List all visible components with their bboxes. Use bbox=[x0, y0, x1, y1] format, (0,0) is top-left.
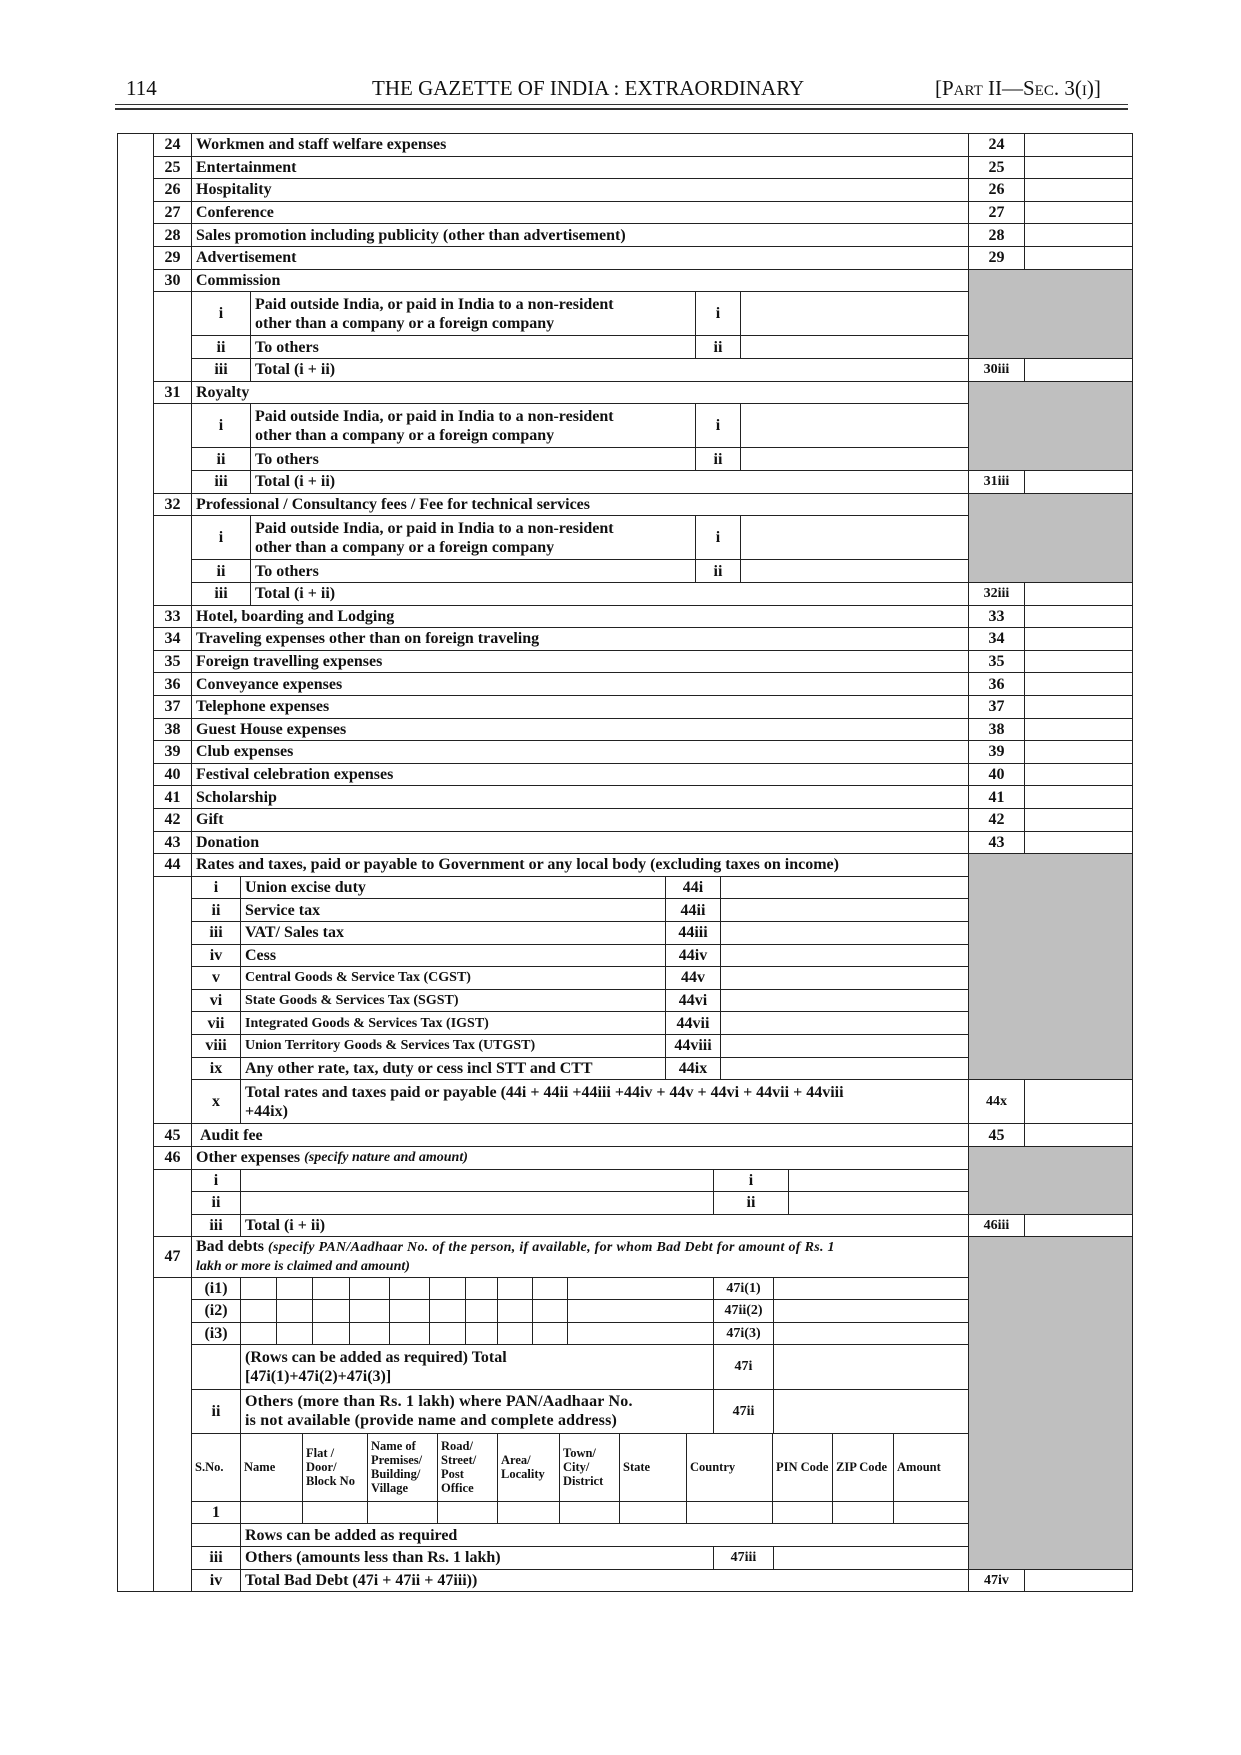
pan-char-input[interactable] bbox=[567, 1322, 714, 1346]
sub-item-number: i bbox=[191, 876, 241, 900]
amount-input[interactable] bbox=[1024, 133, 1133, 157]
address-row-number: 1 bbox=[191, 1501, 241, 1525]
pan-char-input[interactable] bbox=[532, 1322, 568, 1346]
item-code: 38 bbox=[968, 718, 1025, 742]
sub-item-number: ii bbox=[191, 1389, 241, 1434]
item-code: 33 bbox=[968, 605, 1025, 629]
blank-cell bbox=[153, 876, 192, 1125]
sub-item-label: Central Goods & Service Tax (CGST) bbox=[240, 966, 666, 990]
sub-item-number: ii bbox=[191, 335, 251, 359]
amount-input[interactable] bbox=[720, 1034, 969, 1058]
sub-item-number: viii bbox=[191, 1034, 241, 1058]
amount-input[interactable] bbox=[1024, 740, 1133, 764]
sub-item-number: iii bbox=[191, 1214, 241, 1238]
amount-input[interactable] bbox=[1024, 1079, 1133, 1124]
item-code: 42 bbox=[968, 808, 1025, 832]
sub-item-number: v bbox=[191, 966, 241, 990]
sub-item-number: (i2) bbox=[191, 1299, 241, 1323]
item-code: 45 bbox=[968, 1123, 1025, 1147]
item-code: 26 bbox=[968, 178, 1025, 202]
item-number: 41 bbox=[153, 785, 192, 809]
pan-char-input[interactable] bbox=[389, 1299, 430, 1323]
pan-char-input[interactable] bbox=[532, 1277, 568, 1301]
pan-char-input[interactable] bbox=[465, 1322, 498, 1346]
item-number: 44 bbox=[153, 853, 192, 877]
shaded-cell bbox=[968, 1146, 1133, 1215]
sub-item-number: iii bbox=[191, 1546, 241, 1570]
amount-input[interactable] bbox=[773, 1389, 969, 1434]
address-input[interactable] bbox=[497, 1501, 560, 1525]
item-number: 35 bbox=[153, 650, 192, 674]
amount-input[interactable] bbox=[1024, 808, 1133, 832]
amount-input[interactable] bbox=[1024, 831, 1133, 855]
sub-item-code: ii bbox=[695, 335, 741, 359]
item-code: 25 bbox=[968, 156, 1025, 180]
item-label: Traveling expenses other than on foreign traveling bbox=[191, 627, 969, 651]
sub-item-label: Total (i + ii) bbox=[250, 470, 969, 494]
amount-input[interactable] bbox=[720, 921, 969, 945]
pan-char-input[interactable] bbox=[497, 1299, 533, 1323]
label-line: [47i(1)+47i(2)+47i(3)] bbox=[245, 1367, 392, 1385]
amount-input[interactable] bbox=[773, 1277, 969, 1301]
blank-cell bbox=[153, 1277, 192, 1593]
item-label: Club expenses bbox=[191, 740, 969, 764]
item-label: Hospitality bbox=[191, 178, 969, 202]
sub-item-label: Cess bbox=[240, 944, 666, 968]
amount-input[interactable] bbox=[1024, 201, 1133, 225]
header-rule bbox=[115, 104, 1128, 105]
item-code: 37 bbox=[968, 695, 1025, 719]
nature-input[interactable] bbox=[240, 1191, 714, 1215]
amount-input[interactable] bbox=[1024, 1214, 1133, 1238]
item-number: 39 bbox=[153, 740, 192, 764]
shaded-cell bbox=[968, 853, 1133, 1080]
page-number: 114 bbox=[126, 76, 157, 100]
sub-item-label: Service tax bbox=[240, 898, 666, 922]
sub-item-code: 44v bbox=[665, 966, 721, 990]
amount-input[interactable] bbox=[1024, 178, 1133, 202]
sub-item-label: To others bbox=[250, 559, 696, 583]
item-label-cell bbox=[191, 1236, 969, 1277]
address-input[interactable] bbox=[240, 1501, 303, 1525]
sub-item-code: 44i bbox=[665, 876, 721, 900]
amount-input[interactable] bbox=[1024, 650, 1133, 674]
pan-char-input[interactable] bbox=[312, 1299, 350, 1323]
sub-item-code: 47iii bbox=[713, 1546, 774, 1570]
item-label: Guest House expenses bbox=[191, 718, 969, 742]
sub-item-number: vii bbox=[191, 1011, 241, 1035]
pan-char-input[interactable] bbox=[240, 1299, 277, 1323]
address-input[interactable] bbox=[832, 1501, 894, 1525]
amount-input[interactable] bbox=[1024, 763, 1133, 787]
sub-item-number: i bbox=[191, 515, 251, 560]
amount-input[interactable] bbox=[773, 1322, 969, 1346]
pan-char-input[interactable] bbox=[497, 1322, 533, 1346]
item-label: Advertisement bbox=[191, 246, 969, 270]
label-line: other than a company or a foreign company bbox=[255, 426, 555, 444]
item-code: 41 bbox=[968, 785, 1025, 809]
item-number: 25 bbox=[153, 156, 192, 180]
item-code: 47iv bbox=[968, 1569, 1025, 1593]
sub-item-code: ii bbox=[695, 447, 741, 471]
label-line: other than a company or a foreign company bbox=[255, 538, 555, 556]
amount-input[interactable] bbox=[720, 966, 969, 990]
blank-cell bbox=[153, 403, 192, 493]
sub-item-label bbox=[240, 1389, 714, 1434]
amount-input[interactable] bbox=[740, 291, 969, 336]
item-label: Conference bbox=[191, 201, 969, 225]
item-note: (specify PAN/Aadhaar No. of the person, if available, for whom Bad Debt for amount of Rs. 1 bbox=[268, 1239, 835, 1255]
item-number: 45 bbox=[153, 1123, 192, 1147]
sub-item-label: State Goods & Services Tax (SGST) bbox=[240, 989, 666, 1013]
item-label: Donation bbox=[191, 831, 969, 855]
sub-item-label: Integrated Goods & Services Tax (IGST) bbox=[240, 1011, 666, 1035]
item-code: 24 bbox=[968, 133, 1025, 157]
item-number: 43 bbox=[153, 831, 192, 855]
gazette-title: THE GAZETTE OF INDIA : EXTRAORDINARY bbox=[372, 76, 805, 100]
pan-char-input[interactable] bbox=[429, 1277, 466, 1301]
sub-item-label: To others bbox=[250, 335, 696, 359]
sub-item-label: Union Territory Goods & Services Tax (UTGST) bbox=[240, 1034, 666, 1058]
pan-char-input[interactable] bbox=[567, 1277, 714, 1301]
amount-input[interactable] bbox=[740, 335, 969, 359]
address-column-header: Flat / Door/ Block No bbox=[302, 1433, 368, 1502]
address-column-header: Area/ Locality bbox=[497, 1433, 560, 1502]
blank-cell bbox=[153, 291, 192, 381]
pan-char-input[interactable] bbox=[567, 1299, 714, 1323]
shaded-cell bbox=[968, 493, 1133, 583]
amount-input[interactable] bbox=[1024, 246, 1133, 270]
sub-item-number: ii bbox=[191, 1191, 241, 1215]
address-column-header: S.No. bbox=[191, 1433, 241, 1502]
sub-item-number: ii bbox=[191, 898, 241, 922]
amount-input[interactable] bbox=[720, 898, 969, 922]
amount-input[interactable] bbox=[1024, 470, 1133, 494]
amount-input[interactable] bbox=[1024, 785, 1133, 809]
sub-item-code: 47i(1) bbox=[713, 1277, 774, 1301]
item-code: 44x bbox=[968, 1079, 1025, 1124]
address-column-header: PIN Code bbox=[772, 1433, 833, 1502]
item-code: 39 bbox=[968, 740, 1025, 764]
amount-input[interactable] bbox=[740, 403, 969, 448]
address-input[interactable] bbox=[893, 1501, 969, 1525]
shaded-cell bbox=[968, 381, 1133, 471]
sub-item-code: 44iv bbox=[665, 944, 721, 968]
item-code: 32iii bbox=[968, 582, 1025, 606]
amount-input[interactable] bbox=[720, 1011, 969, 1035]
amount-input[interactable] bbox=[773, 1546, 969, 1570]
sub-item-code: i bbox=[695, 291, 741, 336]
item-label: Rates and taxes, paid or payable to Government or any local body (excluding taxes on income) bbox=[191, 853, 969, 877]
pan-char-input[interactable] bbox=[389, 1277, 430, 1301]
pan-char-input[interactable] bbox=[276, 1299, 313, 1323]
pan-char-input[interactable] bbox=[497, 1277, 533, 1301]
section-label: [Part II—Sec. 3(i)] bbox=[935, 76, 1101, 100]
sub-item-label: Union excise duty bbox=[240, 876, 666, 900]
sub-item-code: i bbox=[695, 515, 741, 560]
address-column-header: Name bbox=[240, 1433, 303, 1502]
amount-input[interactable] bbox=[720, 876, 969, 900]
sub-item-label bbox=[240, 1344, 714, 1389]
item-label: Telephone expenses bbox=[191, 695, 969, 719]
item-code: 31iii bbox=[968, 470, 1025, 494]
sub-item-label bbox=[250, 515, 696, 560]
pan-char-input[interactable] bbox=[349, 1322, 390, 1346]
item-label: Hotel, boarding and Lodging bbox=[191, 605, 969, 629]
address-column-header: Name of Premises/ Building/ Village bbox=[367, 1433, 438, 1502]
amount-input[interactable] bbox=[720, 989, 969, 1013]
sub-item-label: Others (amounts less than Rs. 1 lakh) bbox=[240, 1546, 714, 1570]
amount-input[interactable] bbox=[740, 447, 969, 471]
item-code: 40 bbox=[968, 763, 1025, 787]
address-input[interactable] bbox=[437, 1501, 498, 1525]
label-line: (Rows can be added as required) Total bbox=[245, 1348, 507, 1366]
amount-input[interactable] bbox=[773, 1299, 969, 1323]
address-column-header: Amount bbox=[893, 1433, 969, 1502]
item-code: 34 bbox=[968, 627, 1025, 651]
item-number: 31 bbox=[153, 381, 192, 405]
label-line: Total rates and taxes paid or payable (44i + 44ii +44iii +44iv + 44v + 44vi + 44vii + 44viii bbox=[245, 1083, 844, 1101]
sub-item-number: i bbox=[191, 291, 251, 336]
address-column-header: Town/ City/ District bbox=[559, 1433, 620, 1502]
item-number: 47 bbox=[153, 1236, 192, 1277]
shaded-cell bbox=[968, 1236, 1133, 1569]
amount-input[interactable] bbox=[773, 1344, 969, 1389]
amount-input[interactable] bbox=[1024, 605, 1133, 629]
item-number: 34 bbox=[153, 627, 192, 651]
pan-char-input[interactable] bbox=[276, 1277, 313, 1301]
sub-item-number: iv bbox=[191, 1569, 241, 1593]
amount-input[interactable] bbox=[1024, 718, 1133, 742]
amount-input[interactable] bbox=[1024, 1123, 1133, 1147]
sub-item-number: iii bbox=[191, 470, 251, 494]
item-label: Conveyance expenses bbox=[191, 672, 969, 696]
amount-input[interactable] bbox=[1024, 358, 1133, 382]
item-code: 36 bbox=[968, 672, 1025, 696]
address-column-header: Country bbox=[686, 1433, 773, 1502]
sub-item-label bbox=[250, 291, 696, 336]
amount-input[interactable] bbox=[740, 559, 969, 583]
label-line: Paid outside India, or paid in India to a non-resident bbox=[255, 407, 614, 425]
sub-item-number: ii bbox=[191, 447, 251, 471]
pan-char-input[interactable] bbox=[312, 1322, 350, 1346]
pan-char-input[interactable] bbox=[276, 1322, 313, 1346]
address-input[interactable] bbox=[302, 1501, 368, 1525]
amount-input[interactable] bbox=[1024, 156, 1133, 180]
pan-char-input[interactable] bbox=[389, 1322, 430, 1346]
sub-item-label: Any other rate, tax, duty or cess incl STT and CTT bbox=[240, 1057, 666, 1081]
item-label: Royalty bbox=[191, 381, 969, 405]
item-label: Scholarship bbox=[191, 785, 969, 809]
label-line: Others (more than Rs. 1 lakh) where PAN/Aadhaar No. bbox=[245, 1393, 633, 1411]
label-line: +44ix) bbox=[245, 1102, 288, 1120]
sub-item-label: Total Bad Debt (47i + 47ii + 47iii)) bbox=[240, 1569, 969, 1593]
rows-note: Rows can be added as required bbox=[240, 1523, 969, 1547]
item-number: 42 bbox=[153, 808, 192, 832]
address-input[interactable] bbox=[619, 1501, 687, 1525]
pan-char-input[interactable] bbox=[465, 1277, 498, 1301]
item-number: 30 bbox=[153, 269, 192, 293]
item-code: 46iii bbox=[968, 1214, 1025, 1238]
item-number: 27 bbox=[153, 201, 192, 225]
item-label: Professional / Consultancy fees / Fee for technical services bbox=[191, 493, 969, 517]
nature-input[interactable] bbox=[240, 1169, 714, 1193]
item-label: Commission bbox=[191, 269, 969, 293]
sub-item-code: 44ii bbox=[665, 898, 721, 922]
sub-item-label bbox=[240, 1079, 969, 1124]
sub-item-code: ii bbox=[695, 559, 741, 583]
amount-input[interactable] bbox=[1024, 672, 1133, 696]
amount-input[interactable] bbox=[1024, 627, 1133, 651]
label-line: other than a company or a foreign company bbox=[255, 314, 555, 332]
item-number: 32 bbox=[153, 493, 192, 517]
amount-input[interactable] bbox=[1024, 1569, 1133, 1593]
item-number: 29 bbox=[153, 246, 192, 270]
blank-cell bbox=[153, 515, 192, 605]
sub-item-label: To others bbox=[250, 447, 696, 471]
address-input[interactable] bbox=[559, 1501, 620, 1525]
sub-item-number: i bbox=[191, 1169, 241, 1193]
item-label: Workmen and staff welfare expenses bbox=[191, 133, 969, 157]
address-input[interactable] bbox=[686, 1501, 773, 1525]
pan-char-input[interactable] bbox=[312, 1277, 350, 1301]
sub-item-number: iv bbox=[191, 944, 241, 968]
item-code: 30iii bbox=[968, 358, 1025, 382]
address-column-header: Road/ Street/ Post Office bbox=[437, 1433, 498, 1502]
header-rule-double bbox=[115, 108, 1128, 110]
item-label-cell bbox=[191, 1146, 969, 1170]
pan-char-input[interactable] bbox=[532, 1299, 568, 1323]
amount-input[interactable] bbox=[720, 944, 969, 968]
amount-input[interactable] bbox=[720, 1057, 969, 1081]
sub-item-code: 44vi bbox=[665, 989, 721, 1013]
sub-item-label bbox=[250, 403, 696, 448]
sub-item-code: 44ix bbox=[665, 1057, 721, 1081]
sub-item-label: VAT/ Sales tax bbox=[240, 921, 666, 945]
blank-cell bbox=[191, 1523, 241, 1547]
label-line: Paid outside India, or paid in India to a non-resident bbox=[255, 295, 614, 313]
item-code: 43 bbox=[968, 831, 1025, 855]
item-code: 29 bbox=[968, 246, 1025, 270]
sub-item-code: 47i bbox=[713, 1344, 774, 1389]
item-label: Bad debts bbox=[196, 1237, 265, 1255]
item-label: Foreign travelling expenses bbox=[191, 650, 969, 674]
address-column-header: State bbox=[619, 1433, 687, 1502]
item-code: 27 bbox=[968, 201, 1025, 225]
address-input[interactable] bbox=[772, 1501, 833, 1525]
pan-char-input[interactable] bbox=[465, 1299, 498, 1323]
item-code: 35 bbox=[968, 650, 1025, 674]
item-number: 28 bbox=[153, 223, 192, 247]
shaded-cell bbox=[968, 269, 1133, 359]
item-label: Gift bbox=[191, 808, 969, 832]
sub-item-number: x bbox=[191, 1079, 241, 1124]
sub-item-code: 44iii bbox=[665, 921, 721, 945]
item-code: 28 bbox=[968, 223, 1025, 247]
pan-char-input[interactable] bbox=[349, 1299, 390, 1323]
sub-item-number: i bbox=[191, 403, 251, 448]
pan-char-input[interactable] bbox=[429, 1299, 466, 1323]
label-line: Paid outside India, or paid in India to a non-resident bbox=[255, 519, 614, 537]
pan-char-input[interactable] bbox=[240, 1277, 277, 1301]
sub-item-code: i bbox=[695, 403, 741, 448]
sub-item-code: ii bbox=[713, 1191, 789, 1215]
sub-item-code: 47ii bbox=[713, 1389, 774, 1434]
sub-item-number: iii bbox=[191, 582, 251, 606]
item-label: Other expenses bbox=[196, 1149, 301, 1167]
sub-item-number: iii bbox=[191, 921, 241, 945]
sub-item-code: 44vii bbox=[665, 1011, 721, 1035]
address-input[interactable] bbox=[367, 1501, 438, 1525]
pan-char-input[interactable] bbox=[240, 1322, 277, 1346]
sub-item-number: iii bbox=[191, 358, 251, 382]
sub-item-number: ix bbox=[191, 1057, 241, 1081]
amount-input[interactable] bbox=[788, 1191, 969, 1215]
item-note: lakh or more is claimed and amount) bbox=[196, 1258, 410, 1274]
item-number: 37 bbox=[153, 695, 192, 719]
sub-item-code: 47ii(2) bbox=[713, 1299, 774, 1323]
address-column-header: ZIP Code bbox=[832, 1433, 894, 1502]
sub-item-label: Total (i + ii) bbox=[250, 358, 969, 382]
pan-char-input[interactable] bbox=[429, 1322, 466, 1346]
item-number: 36 bbox=[153, 672, 192, 696]
sub-item-code: 47i(3) bbox=[713, 1322, 774, 1346]
item-label: Entertainment bbox=[191, 156, 969, 180]
item-number: 26 bbox=[153, 178, 192, 202]
blank-cell bbox=[191, 1344, 241, 1389]
sub-item-number: (i1) bbox=[191, 1277, 241, 1301]
sub-item-code: i bbox=[713, 1169, 789, 1193]
item-number: 38 bbox=[153, 718, 192, 742]
blank-cell bbox=[153, 1169, 192, 1238]
sub-item-label: Total (i + ii) bbox=[240, 1214, 969, 1238]
amount-input[interactable] bbox=[1024, 695, 1133, 719]
item-note: (specify nature and amount) bbox=[304, 1150, 468, 1166]
item-number: 33 bbox=[153, 605, 192, 629]
amount-input[interactable] bbox=[788, 1169, 969, 1193]
item-label: Audit fee bbox=[191, 1123, 969, 1147]
amount-input[interactable] bbox=[1024, 582, 1133, 606]
sub-item-number: (i3) bbox=[191, 1322, 241, 1346]
outer-blank-column bbox=[117, 133, 154, 1592]
sub-item-code: 44viii bbox=[665, 1034, 721, 1058]
item-label: Sales promotion including publicity (other than advertisement) bbox=[191, 223, 969, 247]
sub-item-number: vi bbox=[191, 989, 241, 1013]
sub-item-label: Total (i + ii) bbox=[250, 582, 969, 606]
pan-char-input[interactable] bbox=[349, 1277, 390, 1301]
sub-item-number: ii bbox=[191, 559, 251, 583]
amount-input[interactable] bbox=[740, 515, 969, 560]
item-number: 24 bbox=[153, 133, 192, 157]
amount-input[interactable] bbox=[1024, 223, 1133, 247]
item-number: 46 bbox=[153, 1146, 192, 1170]
item-label: Festival celebration expenses bbox=[191, 763, 969, 787]
item-number: 40 bbox=[153, 763, 192, 787]
label-line: is not available (provide name and complete address) bbox=[245, 1412, 618, 1430]
